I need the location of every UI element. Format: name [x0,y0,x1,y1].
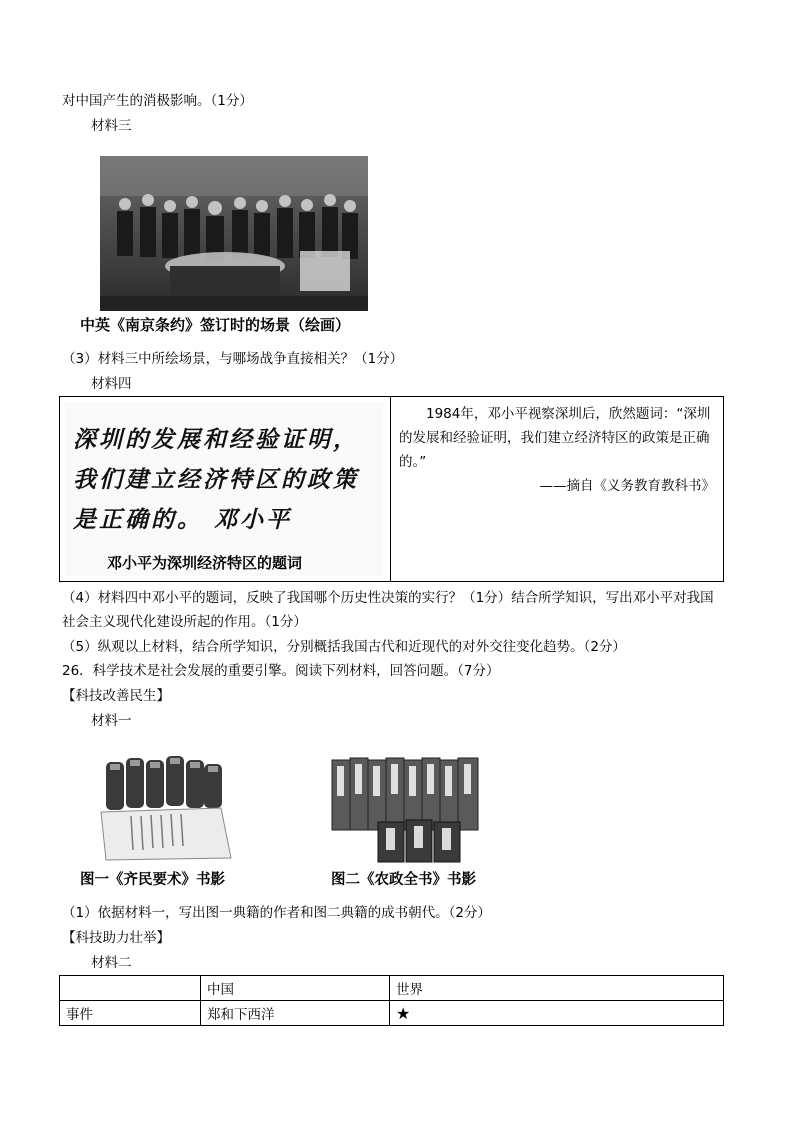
question-26-text: 26．科学技术是社会发展的重要引擎。阅读下列材料，回答问题。（7分） [62,663,500,679]
bamboo-scrolls-illustration [86,750,236,865]
question-1-text: （1）依据材料一，写出图一典籍的作者和图二典籍的成书朝代。（2分） [62,905,491,921]
material-1-label: 材料一 [91,713,132,729]
question-tail-text: 对中国产生的消极影响。（1分） [62,93,253,109]
qimin-yaoshu-image [86,750,236,865]
painting-illustration [100,156,368,311]
calligraphy-line-3: 是正确的。 邓小平 [73,506,293,533]
figure-2-caption: 图二《农政全书》书影 [331,871,476,888]
question-4-text: （4）材料四中邓小平的题词，反映了我国哪个历史性决策的实行？（1分）结合所学知识，写出邓小平对我国社会主义现代化建设所起的作用。（1分） [62,590,714,630]
question-3-text: （3）材料三中所绘场景，与哪场战争直接相关？（1分） [62,351,404,367]
material-4-source: ——摘自《义务教育教科书》 [539,478,715,494]
table-header-cell [60,976,201,1001]
material-2-label: 材料二 [91,955,132,971]
question-5-text: （5）纵观以上材料，结合所学知识，分别概括我国古代和近现代的对外交往变化趋势。（2分） [62,639,626,655]
table-row [60,1001,724,1026]
calligraphy-image [65,402,383,576]
books-illustration [328,752,488,864]
material-4-text-cell [391,397,724,582]
section-heading-1: 【科技改善民生】 [62,688,170,704]
calligraphy-line-1: 深圳的发展和经验证明， [73,426,359,453]
calligraphy-line-2: 我们建立经济特区的政策 [73,466,359,493]
figure-1-caption: 图一《齐民要术》书影 [80,871,225,888]
table-header-cell: 世界 [390,976,724,1001]
material-4-label: 材料四 [91,376,132,392]
material-3-label: 材料三 [91,118,132,134]
star-icon: ★ [390,1001,724,1026]
nongzheng-quanshu-image [328,752,488,864]
table-cell: 郑和下西洋 [201,1001,390,1026]
section-heading-2: 【科技助力壮举】 [62,930,170,946]
nanjing-treaty-painting [100,156,368,311]
material-2-table [59,975,724,1026]
table-cell: 事件 [60,1001,201,1026]
material-4-table [59,396,724,582]
material-3-caption: 中英《南京条约》签订时的场景（绘画） [80,316,351,334]
calligraphy-caption: 邓小平为深圳经济特区的题词 [107,554,303,572]
table-header-row [60,976,724,1001]
calligraphy-cell [60,397,391,582]
material-4-text: 1984年，邓小平视察深圳后，欣然题词：“深圳的发展和经验证明，我们建立经济特区的政策是正确的。” [399,406,711,470]
table-header-cell: 中国 [201,976,390,1001]
